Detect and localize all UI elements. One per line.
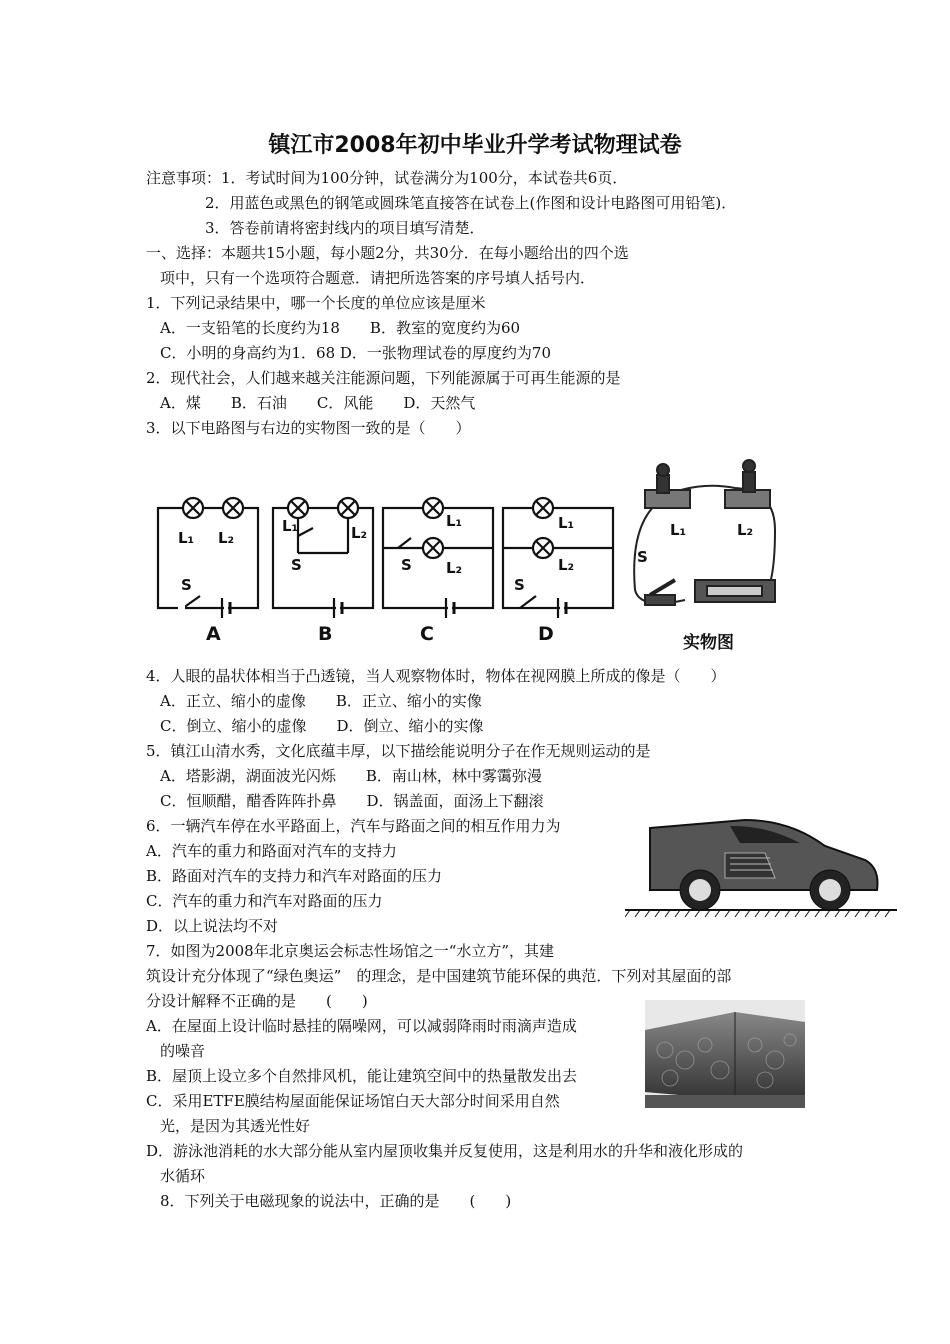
q1-stem: 1．下列记录结果中，哪一个长度的单位应该是厘米 xyxy=(146,294,486,312)
q7-option-d: D．游泳池消耗的水大部分能从室内屋顶收集并反复使用，这是利用水的升华和液化形成的 xyxy=(146,1142,744,1160)
q4-stem: 4．人眼的晶状体相当于凸透镜，当人观察物体时，物体在视网膜上所成的像是（ ） xyxy=(146,667,726,685)
label-c-s: S xyxy=(401,556,412,574)
label-a-l1: L₁ xyxy=(178,529,195,547)
q6-option-b: B．路面对汽车的支持力和汽车对路面的压力 xyxy=(146,867,443,885)
q6-option-a: A．汽车的重力和路面对汽车的支持力 xyxy=(146,842,397,860)
car-image xyxy=(625,798,897,918)
section-heading: 一、选择：本题共15小题，每小题2分，共30分．在每小题给出的四个选 xyxy=(146,244,629,262)
label-d-l1: L₁ xyxy=(558,514,575,532)
q7-option-c-cont: 光，是因为其透光性好 xyxy=(160,1117,311,1135)
caption-c: C xyxy=(420,623,434,645)
caption-a: A xyxy=(206,623,221,645)
q3-real-circuit-image xyxy=(625,450,795,660)
real-caption: 实物图 xyxy=(683,633,734,653)
real-label-s: S xyxy=(637,548,648,566)
label-b-l1: L₁ xyxy=(282,517,299,535)
q7-stem-1: 7．如图为2008年北京奥运会标志性场馆之一“水立方”，其建 xyxy=(146,942,555,960)
label-d-s: S xyxy=(514,576,525,594)
q3-stem: 3．以下电路图与右边的实物图一致的是（ ） xyxy=(146,419,471,437)
label-d-l2: L₂ xyxy=(558,556,575,574)
caption-b: B xyxy=(318,623,333,645)
real-label-l2: L₂ xyxy=(737,521,754,539)
q7-option-a: A．在屋面上设计临时悬挂的隔噪网，可以减弱降雨时雨滴声造成 xyxy=(146,1017,577,1035)
q5-options-1: A．塔影湖，湖面波光闪烁 B．南山林，林中雾霭弥漫 xyxy=(160,767,542,785)
q2-options: A．煤 B．石油 C．风能 D．天然气 xyxy=(160,394,476,412)
q5-stem: 5．镇江山清水秀，文化底蕴丰厚，以下描绘能说明分子在作无规则运动的是 xyxy=(146,742,651,760)
notes-line-1: 注意事项：1．考试时间为100分钟，试卷满分为100分，本试卷共6页． xyxy=(146,169,628,187)
label-c-l2: L₂ xyxy=(446,559,463,577)
section-heading-cont: 项中，只有一个选项符合题意．请把所选答案的序号填人括号内． xyxy=(160,269,596,287)
q5-options-2: C．恒顺醋，醋香阵阵扑鼻 D．锅盖面，面汤上下翻滚 xyxy=(160,792,544,810)
q6-option-c: C．汽车的重力和汽车对路面的压力 xyxy=(146,892,383,910)
circuit-a xyxy=(158,498,258,618)
label-a-l2: L₂ xyxy=(218,529,235,547)
q7-stem-2: 筑设计充分体现了“绿色奥运” 的理念，是中国建筑节能环保的典范．下列对其屋面的部 xyxy=(146,967,732,985)
water-cube-image xyxy=(645,1000,805,1108)
q6-option-d: D．以上说法均不对 xyxy=(146,917,279,935)
notes-line-3: 3．答卷前请将密封线内的项目填写清楚． xyxy=(205,219,485,237)
q4-options-1: A．正立、缩小的虚像 B．正立、缩小的实像 xyxy=(160,692,482,710)
q3-circuit-diagrams xyxy=(148,448,628,658)
label-c-l1: L₁ xyxy=(446,512,463,530)
circuit-b xyxy=(273,498,373,618)
q1-options-1: A．一支铅笔的长度约为18 B．教室的宽度约为60 xyxy=(160,319,521,337)
q7-option-a-cont: 的噪音 xyxy=(160,1042,206,1060)
circuit-c xyxy=(383,498,493,618)
notes-line-2: 2．用蓝色或黑色的钢笔或圆珠笔直接答在试卷上(作图和设计电路图可用铅笔)． xyxy=(205,194,737,212)
q7-option-c: C．采用ETFE膜结构屋面能保证场馆白天大部分时间采用自然 xyxy=(146,1092,560,1110)
real-label-l1: L₁ xyxy=(670,521,687,539)
q7-stem-3: 分设计解释不正确的是 ( ) xyxy=(146,992,368,1010)
q7-option-b: B．屋顶上设立多个自然排风机，能让建筑空间中的热量散发出去 xyxy=(146,1067,578,1085)
q7-option-d-cont: 水循环 xyxy=(160,1167,206,1185)
label-a-s: S xyxy=(181,576,192,594)
q4-options-2: C．倒立、缩小的虚像 D．倒立、缩小的实像 xyxy=(160,717,484,735)
caption-d: D xyxy=(538,623,554,645)
q1-options-2: C．小明的身高约为1．68 D．一张物理试卷的厚度约为70 xyxy=(160,344,551,362)
q6-stem: 6．一辆汽车停在水平路面上，汽车与路面之间的相互作用力为 xyxy=(146,817,561,835)
q8-stem: 8．下列关于电磁现象的说法中，正确的是 ( ) xyxy=(160,1192,512,1210)
page-title: 镇江市2008年初中毕业升学考试物理试卷 xyxy=(268,133,682,158)
label-b-s: S xyxy=(291,556,302,574)
q2-stem: 2．现代社会，人们越来越关注能源问题，下列能源属于可再生能源的是 xyxy=(146,369,621,387)
label-b-l2: L₂ xyxy=(351,524,368,542)
